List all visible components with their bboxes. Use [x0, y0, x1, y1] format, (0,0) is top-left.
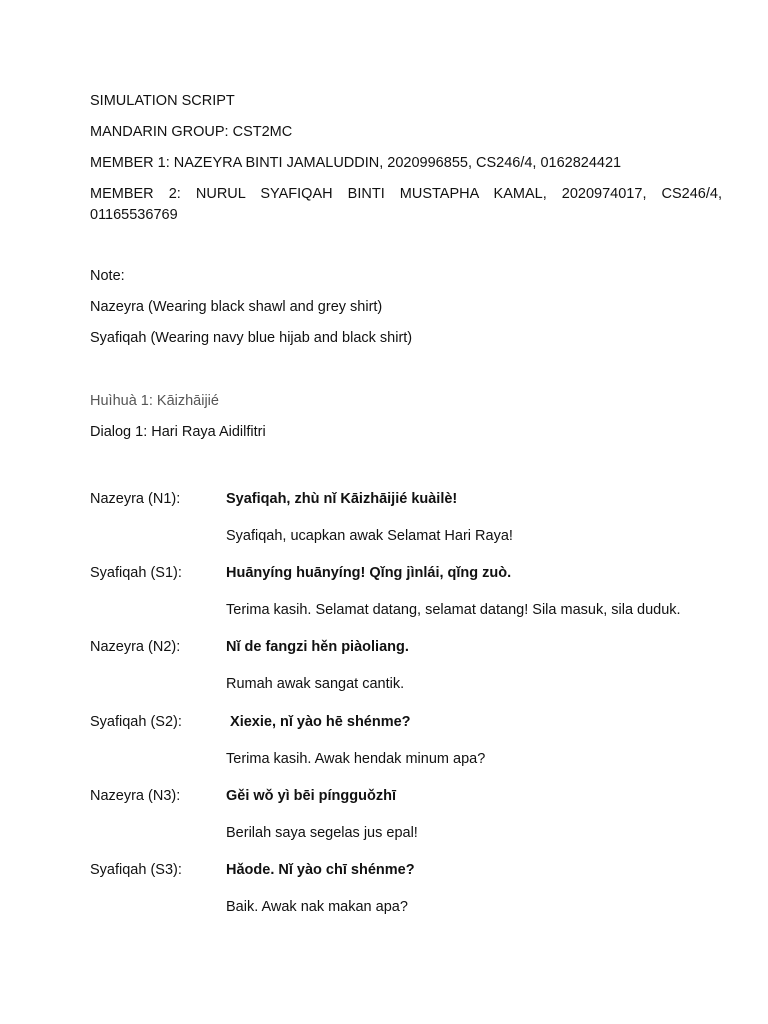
note-label: Note:	[90, 268, 125, 284]
mandarin-line: Nǐ de fangzi hěn piàoliang.	[226, 639, 409, 655]
huihua-heading: Huìhuà 1: Kāizhāijié	[90, 393, 219, 409]
malay-translation: Baik. Awak nak makan apa?	[226, 899, 408, 915]
dialog-heading: Dialog 1: Hari Raya Aidilfitri	[90, 424, 266, 440]
malay-translation: Terima kasih. Awak hendak minum apa?	[226, 751, 486, 767]
speaker-label: Syafiqah (S2):	[90, 714, 182, 730]
speaker-label: Nazeyra (N2):	[90, 639, 181, 655]
mandarin-line: Gěi wǒ yì bēi píngguǒzhī	[226, 788, 396, 804]
malay-translation: Terima kasih. Selamat datang, selamat datang! Sila masuk, sila duduk.	[226, 602, 681, 618]
malay-translation: Syafiqah, ucapkan awak Selamat Hari Raya!	[226, 528, 513, 544]
note-line-syafiqah: Syafiqah (Wearing navy blue hijab and black shirt)	[90, 330, 413, 346]
mandarin-line: Syafiqah, zhù nǐ Kāizhāijié kuàilè!	[226, 491, 458, 507]
speaker-label: Syafiqah (S1):	[90, 565, 182, 581]
mandarin-line: Hǎode. Nǐ yào chī shénme?	[226, 862, 415, 878]
speaker-label: Nazeyra (N1):	[90, 491, 181, 507]
malay-translation: Rumah awak sangat cantik.	[226, 676, 405, 692]
doc-title: SIMULATION SCRIPT	[90, 93, 235, 109]
speaker-label: Nazeyra (N3):	[90, 788, 181, 804]
mandarin-line: Xiexie, nǐ yào hē shénme?	[226, 714, 411, 730]
member-1-line: MEMBER 1: NAZEYRA BINTI JAMALUDDIN, 2020996855, CS246/4, 0162824421	[90, 155, 622, 171]
speaker-label: Syafiqah (S3):	[90, 862, 182, 878]
mandarin-line: Huānyíng huānyíng! Qǐng jìnlái, qǐng zuò.	[226, 565, 512, 581]
member-2-line: MEMBER 2: NURUL SYAFIQAH BINTI MUSTAPHA KAMAL, 2020974017, CS246/4, 01165536769	[90, 186, 722, 223]
group-line: MANDARIN GROUP: CST2MC	[90, 124, 293, 140]
malay-translation: Berilah saya segelas jus epal!	[226, 825, 418, 841]
note-line-nazeyra: Nazeyra (Wearing black shawl and grey shirt)	[90, 299, 383, 315]
